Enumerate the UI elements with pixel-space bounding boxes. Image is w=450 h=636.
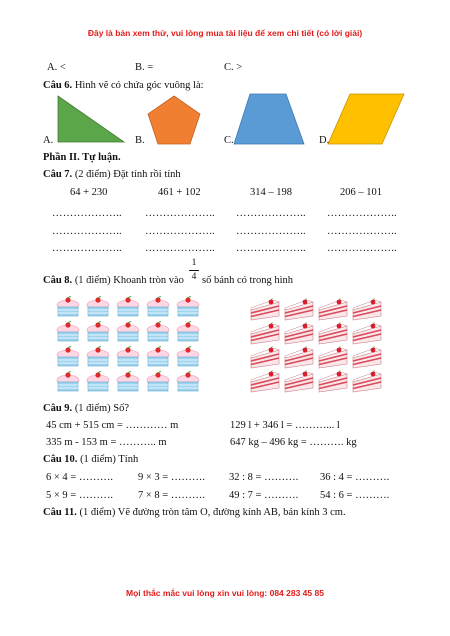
q7-dots: ………………..	[52, 208, 122, 219]
q10-line	[43, 454, 138, 465]
cake-slice-icon	[353, 371, 381, 393]
q10-text: (1 điểm) Tính	[80, 454, 139, 465]
q7-dots: ………………..	[145, 208, 215, 219]
q7-dots: ………………..	[236, 243, 306, 254]
q7-dots: ………………..	[236, 208, 306, 219]
q6-option-d: D.	[319, 135, 330, 146]
cupcake-icon	[147, 347, 169, 366]
q9-item-4: 647 kg – 496 kg = ………. kg	[230, 437, 357, 448]
q6-option-b: B.	[135, 135, 145, 146]
contact-footer: Mọi thắc mắc vui lòng xin vui lòng: 084 283 45 85	[126, 588, 324, 598]
q6-line	[43, 80, 204, 91]
cake-slice-icon	[319, 347, 347, 369]
prev-option-b: B. =	[135, 62, 154, 73]
q7-dots: ………………..	[145, 243, 215, 254]
cupcake-icon	[57, 322, 79, 341]
q9-line	[43, 403, 129, 414]
q7-expr-3: 314 – 198	[250, 187, 292, 198]
cake-slice-icon	[353, 347, 381, 369]
shape-trapezoid	[232, 92, 306, 146]
cupcake-icon	[87, 297, 109, 316]
cupcake-icon	[147, 372, 169, 391]
preview-banner: Đây là bản xem thử, vui lòng mua tài liệu để xem chi tiết (có lời giải)	[87, 28, 363, 38]
q7-text: (2 điểm) Đặt tính rồi tính	[74, 169, 181, 180]
q7-label: Câu 7.	[43, 169, 73, 180]
q7-expr-4: 206 – 101	[340, 187, 382, 198]
cake-slice-icon	[319, 323, 347, 345]
cake-slice-grid	[249, 298, 389, 394]
q7-dots: ………………..	[327, 243, 397, 254]
fraction-denominator: 4	[191, 272, 197, 282]
cupcake-icon	[177, 372, 199, 391]
q8-line	[43, 275, 184, 286]
shape-right-triangle	[56, 94, 126, 144]
cake-slice-icon	[251, 299, 279, 321]
q7-dots: ………………..	[145, 226, 215, 237]
fraction-numerator: 1	[191, 258, 197, 268]
cupcake-icon	[57, 347, 79, 366]
shape-pentagon	[146, 94, 202, 146]
cupcake-icon	[117, 372, 139, 391]
q8-text-after: số bánh có trong hình	[202, 275, 293, 286]
cake-slice-icon	[285, 323, 313, 345]
q10-item: 6 × 4 = ……….	[46, 472, 113, 483]
q7-dots: ………………..	[52, 226, 122, 237]
cake-slice-icon	[353, 323, 381, 345]
q9-label: Câu 9.	[43, 403, 73, 414]
q11-text: (1 điểm) Vẽ đường tròn tâm O, đường kính AB, bán kính 3 cm.	[79, 507, 346, 518]
q9-text: (1 điểm) Số?	[74, 403, 130, 414]
part2-title: Phần II. Tự luận.	[43, 152, 121, 163]
q10-item: 36 : 4 = ……….	[320, 472, 390, 483]
q7-dots: ………………..	[236, 226, 306, 237]
q10-item: 9 × 3 = ……….	[138, 472, 205, 483]
q6-label: Câu 6.	[43, 80, 73, 91]
prev-option-c: C. >	[224, 62, 243, 73]
cupcake-icon	[117, 322, 139, 341]
cupcake-icon	[117, 297, 139, 316]
shape-parallelogram	[326, 92, 406, 146]
cupcake-icon	[57, 297, 79, 316]
q11-line	[43, 507, 346, 518]
cake-slice-icon	[285, 371, 313, 393]
cupcake-icon	[87, 372, 109, 391]
q8-label: Câu 8.	[43, 275, 73, 286]
cupcake-icon	[87, 347, 109, 366]
q8-text-before: (1 điểm) Khoanh tròn vào	[74, 275, 184, 286]
cupcake-grid	[54, 296, 214, 398]
cupcake-icon	[177, 322, 199, 341]
q7-dots: ………………..	[327, 226, 397, 237]
q6-option-c: C.	[224, 135, 234, 146]
q10-item: 7 × 8 = ……….	[138, 490, 205, 501]
q9-item-2: 129 l + 346 l = ………... l	[230, 420, 340, 431]
fraction-bar	[189, 270, 199, 271]
cupcake-icon	[147, 297, 169, 316]
q6-text: Hình vẽ có chứa góc vuông là:	[74, 80, 204, 91]
q9-item-3: 335 m - 153 m = ……….. m	[46, 437, 167, 448]
cake-slice-icon	[251, 347, 279, 369]
cake-slice-icon	[285, 299, 313, 321]
cupcake-icon	[147, 322, 169, 341]
q7-dots: ………………..	[327, 208, 397, 219]
cake-slice-icon	[251, 323, 279, 345]
q7-dots: ………………..	[52, 243, 122, 254]
q10-item: 32 : 8 = ……….	[229, 472, 299, 483]
q11-label: Câu 11.	[43, 507, 77, 518]
cake-slice-icon	[251, 371, 279, 393]
q8-fraction	[189, 258, 199, 283]
cupcake-icon	[177, 347, 199, 366]
prev-option-a: A. <	[47, 62, 66, 73]
cupcake-icon	[57, 372, 79, 391]
q10-item: 54 : 6 = ……….	[320, 490, 390, 501]
q9-item-1: 45 cm + 515 cm = ………… m	[46, 420, 179, 431]
q10-label: Câu 10.	[43, 454, 78, 465]
q7-line	[43, 169, 181, 180]
cake-slice-icon	[319, 299, 347, 321]
cake-slice-icon	[319, 371, 347, 393]
cupcake-icon	[177, 297, 199, 316]
q7-expr-1: 64 + 230	[70, 187, 108, 198]
q6-option-a: A.	[43, 135, 54, 146]
q7-expr-2: 461 + 102	[158, 187, 201, 198]
cupcake-icon	[117, 347, 139, 366]
cupcake-icon	[87, 322, 109, 341]
q10-item: 49 : 7 = ……….	[229, 490, 299, 501]
q10-item: 5 × 9 = ……….	[46, 490, 113, 501]
cake-slice-icon	[353, 299, 381, 321]
cake-slice-icon	[285, 347, 313, 369]
